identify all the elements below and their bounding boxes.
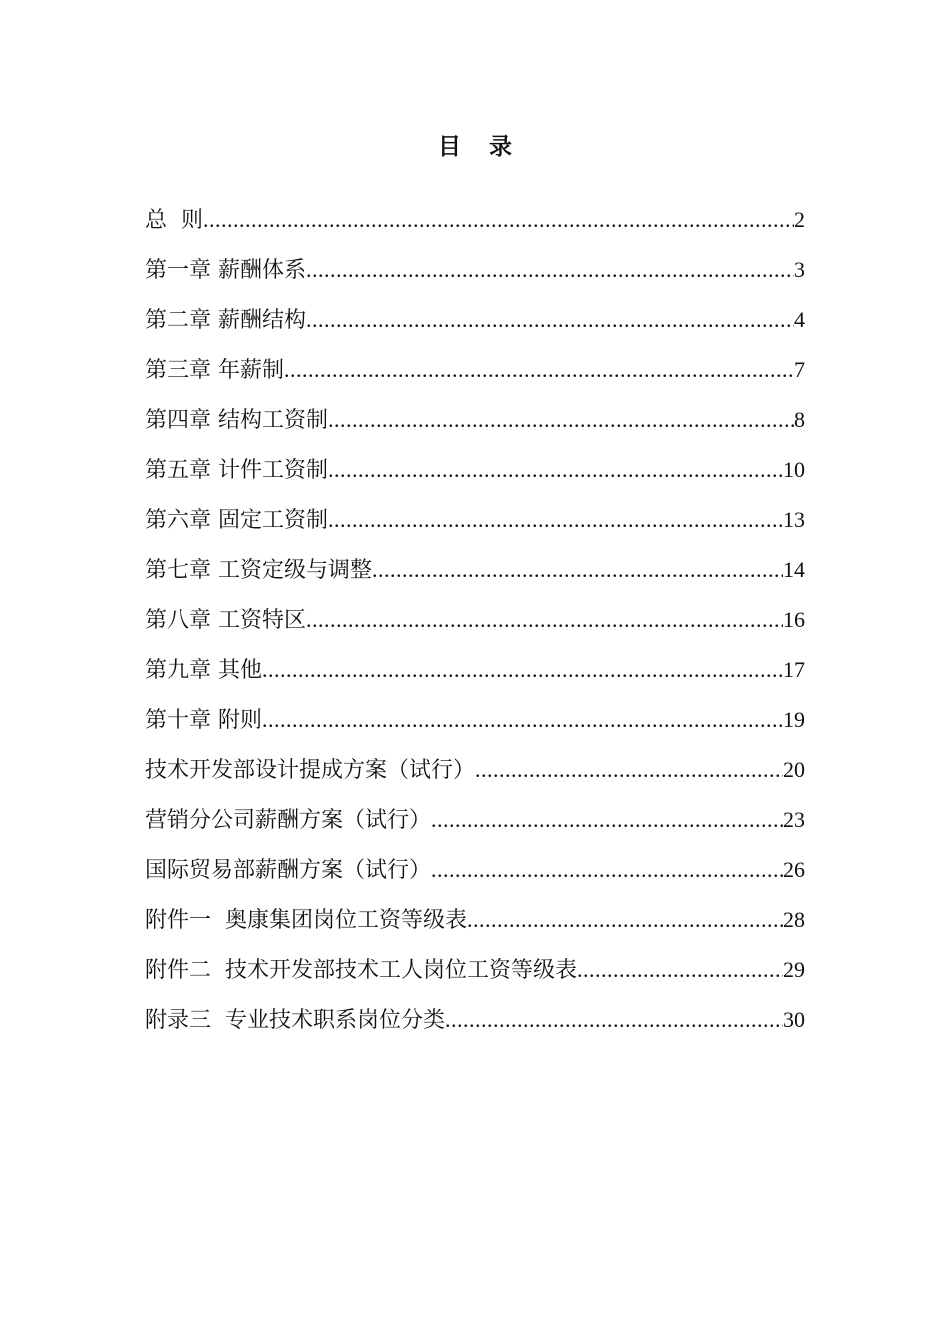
toc-dot-leader (306, 245, 794, 295)
toc-entry-page-number: 2 (794, 207, 805, 232)
toc-entry-label: 第一章 薪酬体系 (145, 258, 306, 283)
toc-entry[interactable] (145, 795, 805, 845)
toc-dot-leader (284, 345, 794, 395)
toc-entry-label: 第二章 薪酬结构 (145, 308, 306, 333)
toc-entry[interactable] (145, 995, 805, 1045)
toc-entry-page-number: 4 (794, 307, 805, 332)
toc-entry[interactable] (145, 695, 805, 745)
toc-dot-leader (445, 995, 783, 1045)
toc-entry-label: 附件二 技术开发部技术工人岗位工资等级表 (145, 958, 577, 983)
toc-dot-leader (475, 745, 783, 795)
toc-dot-leader (328, 445, 783, 495)
toc-entry[interactable] (145, 745, 805, 795)
toc-entry-page-number: 17 (783, 657, 805, 682)
toc-entry-page-number: 19 (783, 707, 805, 732)
toc-dot-leader (431, 845, 783, 895)
toc-entry-page-number: 14 (783, 557, 805, 582)
toc-entry-label: 第三章 年薪制 (145, 358, 284, 383)
toc-dot-leader (328, 495, 783, 545)
toc-entry[interactable] (145, 395, 805, 445)
toc-entry[interactable] (145, 545, 805, 595)
toc-entry-page-number: 16 (783, 607, 805, 632)
toc-entry-label: 第五章 计件工资制 (145, 458, 328, 483)
toc-entry-label: 国际贸易部薪酬方案（试行） (145, 858, 432, 883)
toc-dot-leader (372, 545, 783, 595)
toc-entry-page-number: 30 (783, 1007, 805, 1032)
toc-dot-leader (328, 395, 794, 445)
toc-entry-page-number: 10 (783, 457, 805, 482)
toc-entry-label: 技术开发部设计提成方案（试行） (145, 758, 476, 783)
toc-entry-label: 附录三 专业技术职系岗位分类 (145, 1008, 445, 1033)
toc-entry-label: 附件一 奥康集团岗位工资等级表 (145, 908, 467, 933)
toc-entry-page-number: 23 (783, 807, 805, 832)
toc-dot-leader (203, 195, 794, 245)
toc-entry-label: 营销分公司薪酬方案（试行） (145, 808, 432, 833)
toc-entry-label: 第九章 其他 (145, 658, 262, 683)
toc-entry[interactable] (145, 645, 805, 695)
toc-dot-leader (431, 795, 783, 845)
toc-entry[interactable] (145, 845, 805, 895)
toc-dot-leader (577, 945, 783, 995)
toc-entry-page-number: 7 (794, 357, 805, 382)
toc-entry-page-number: 28 (783, 907, 805, 932)
toc-entry-label: 第七章 工资定级与调整 (145, 558, 372, 583)
toc-entry[interactable] (145, 445, 805, 495)
toc-entry-page-number: 8 (794, 407, 805, 432)
toc-dot-leader (306, 295, 794, 345)
toc-entry[interactable] (145, 295, 805, 345)
toc-entry-page-number: 3 (794, 257, 805, 282)
toc-entry[interactable] (145, 245, 805, 295)
toc-entry-label: 第六章 固定工资制 (145, 508, 328, 533)
toc-entry-label: 第四章 结构工资制 (145, 408, 328, 433)
toc-dot-leader (467, 895, 783, 945)
toc-entry-label: 总 则 (145, 208, 203, 233)
toc-entry-page-number: 26 (783, 857, 805, 882)
toc-entry-page-number: 20 (783, 757, 805, 782)
toc-dot-leader (262, 695, 783, 745)
toc-entry[interactable] (145, 945, 805, 995)
toc-entry[interactable] (145, 895, 805, 945)
toc-entry-label: 第八章 工资特区 (145, 608, 306, 633)
toc-dot-leader (306, 595, 783, 645)
toc-title: 目录 (438, 133, 540, 160)
toc-entry[interactable] (145, 195, 805, 245)
toc-entry-page-number: 29 (783, 957, 805, 982)
toc-entry[interactable] (145, 345, 805, 395)
toc-dot-leader (262, 645, 783, 695)
toc-entry[interactable] (145, 495, 805, 545)
toc-list (145, 195, 805, 1045)
toc-entry-label: 第十章 附则 (145, 708, 262, 733)
toc-entry-page-number: 13 (783, 507, 805, 532)
toc-entry[interactable] (145, 595, 805, 645)
